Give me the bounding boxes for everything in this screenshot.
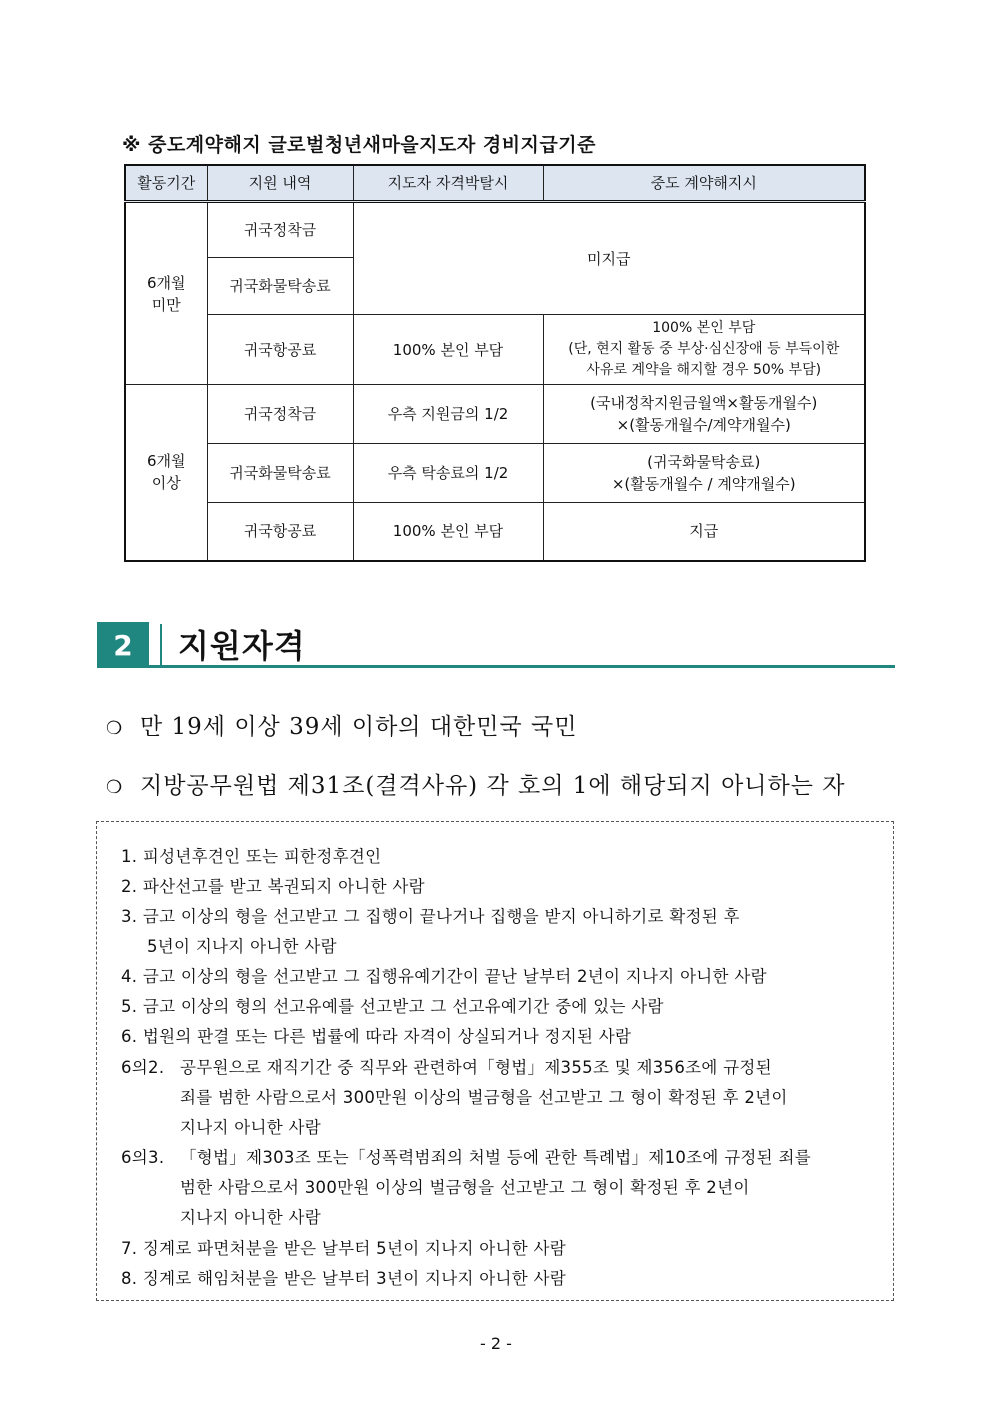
table-row (125, 315, 865, 385)
header-period: 활동기간 (125, 165, 207, 202)
list-item: 공무원으로 재직기간 중 직무와 관련하여「형법」제355조 및 제356조에 규정된 (180, 1058, 772, 1077)
table-row (125, 385, 865, 444)
list-item: 5. 금고 이상의 형의 선고유예를 선고받고 그 선고유예기간 중에 있는 사람 (121, 997, 664, 1016)
expense-criteria-table (124, 164, 866, 562)
list-item: 2. 파산선고를 받고 복권되지 아니한 사람 (121, 877, 425, 896)
bullet-item: ❍ 만 19세 이상 39세 이하의 대한민국 국민 (106, 714, 578, 740)
header-disqualification: 지도자 자격박탈시 (353, 165, 543, 202)
table-row (125, 202, 865, 258)
header-support-item: 지원 내역 (207, 165, 353, 202)
item-freight: 귀국화물탁송료 (207, 258, 353, 315)
list-item: 7. 징계로 파면처분을 받은 날부터 5년이 지나지 아니한 사람 (121, 1239, 566, 1258)
list-item: 6. 법원의 판결 또는 다른 법률에 따라 자격이 상실되거나 정지된 사람 (121, 1027, 632, 1046)
list-item-continued: 5년이 지나지 아니한 사람 (147, 937, 337, 956)
section-number: 2 (97, 622, 149, 668)
header-midterm-termination: 중도 계약해지시 (543, 165, 865, 202)
item-airfare: 귀국항공료 (207, 315, 353, 385)
term-freight: (귀국화물탁송료) ×(활동개월수 / 계약개월수) (543, 444, 865, 503)
table-row (125, 444, 865, 503)
disq-airfare: 100% 본인 부담 (353, 315, 543, 385)
term-airfare: 100% 본인 부담 (단, 현지 활동 중 부상·심신장애 등 부득이한 사유로 계약을 해지할 경우 50% 부담) (543, 315, 865, 385)
item-settlement: 귀국정착금 (207, 385, 353, 444)
page-number: - 2 - (480, 1334, 512, 1353)
list-item-number: 6의3. (121, 1148, 165, 1167)
list-item-continued: 지나지 아니한 사람 (180, 1118, 322, 1137)
bullet-item: ❍ 지방공무원법 제31조(결격사유) 각 호의 1에 해당되지 아니하는 자 (106, 773, 846, 799)
section-underline (97, 665, 895, 668)
list-item-continued: 죄를 범한 사람으로서 300만원 이상의 벌금형을 선고받고 그 형이 확정된 후 2년이 (180, 1088, 788, 1107)
item-settlement: 귀국정착금 (207, 202, 353, 258)
list-item-number: 6의2. (121, 1058, 165, 1077)
list-item: 3. 금고 이상의 형을 선고받고 그 집행이 끝나거나 집행을 받지 아니하기로 확정된 후 (121, 907, 740, 926)
term-airfare: 지급 (543, 503, 865, 561)
list-item: 1. 피성년후견인 또는 피한정후견인 (121, 847, 382, 866)
merged-not-paid: 미지급 (353, 202, 865, 315)
list-item-continued: 지나지 아니한 사람 (180, 1208, 322, 1227)
disq-settlement: 우측 지원금의 1/2 (353, 385, 543, 444)
table-note-title: ※ 중도계약해지 글로벌청년새마을지도자 경비지급기준 (122, 134, 596, 156)
table-row (125, 503, 865, 561)
circle-bullet-icon: ❍ (106, 718, 124, 739)
item-freight: 귀국화물탁송료 (207, 444, 353, 503)
disq-freight: 우측 탁송료의 1/2 (353, 444, 543, 503)
list-item: 「형법」제303조 또는「성폭력범죄의 처벌 등에 관한 특례법」제10조에 규정된 죄를 (180, 1148, 811, 1167)
disq-airfare: 100% 본인 부담 (353, 503, 543, 561)
period-under-6-months: 6개월 미만 (125, 202, 207, 385)
term-settlement: (국내정착지원금월액×활동개월수) ×(활동개월수/계약개월수) (543, 385, 865, 444)
list-item: 8. 징계로 해임처분을 받은 날부터 3년이 지나지 아니한 사람 (121, 1269, 566, 1288)
list-item-continued: 범한 사람으로서 300만원 이상의 벌금형을 선고받고 그 형이 확정된 후 2년이 (180, 1178, 750, 1197)
section-title: 지원자격 (178, 627, 306, 665)
item-airfare: 귀국항공료 (207, 503, 353, 561)
period-over-6-months: 6개월 이상 (125, 385, 207, 561)
section-divider (160, 624, 162, 666)
list-item: 4. 금고 이상의 형을 선고받고 그 집행유예기간이 끝난 날부터 2년이 지나지 아니한 사람 (121, 967, 767, 986)
table-header-row (125, 165, 865, 202)
circle-bullet-icon: ❍ (106, 777, 124, 798)
